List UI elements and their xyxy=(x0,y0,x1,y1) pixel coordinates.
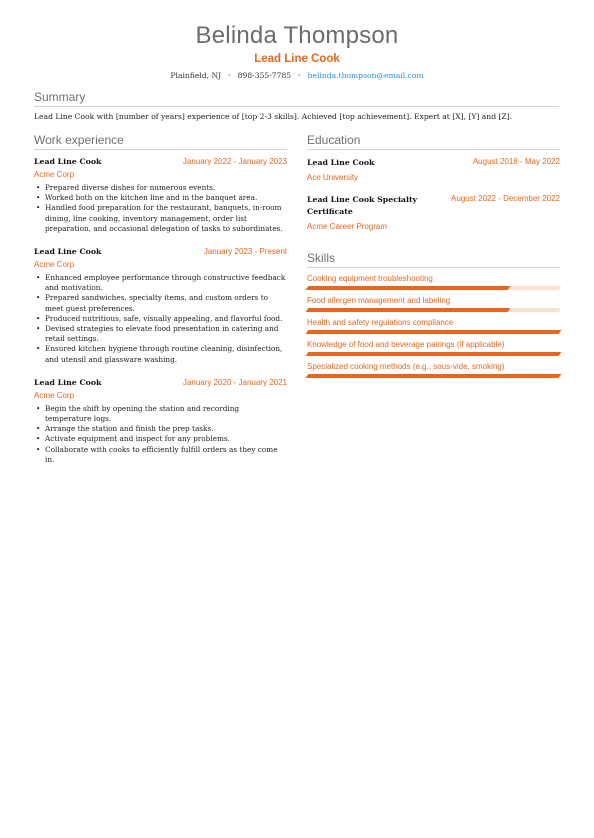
bullet-item: • Prepared sandwiches, specialty items, and custom orders to meet guest preferences. xyxy=(34,293,287,313)
skill-item xyxy=(307,362,560,378)
separator-dot: • xyxy=(227,71,232,80)
education-header-row xyxy=(307,194,560,218)
bullet-item: • Activate equipment and inspect for any problems. xyxy=(34,434,287,444)
education-entry xyxy=(307,194,560,231)
bullet-item: • Collaborate with cooks to efficiently fulfill orders as they come in. xyxy=(34,445,287,465)
resume-header xyxy=(0,22,594,80)
education-header-row xyxy=(307,157,560,169)
skill-name: Specialized cooking methods (e.g., sous-vide, smoking) xyxy=(307,362,505,371)
skills-section xyxy=(307,251,560,378)
job-title: Lead Line Cook xyxy=(34,157,102,166)
bullet-item: • Handled food preparation for the restaurant, banquets, in-room dining, line cooking, inventory management, order list preparation, and occasional delegation of tasks to subordinates. xyxy=(34,203,287,234)
job-dates: January 2022 - January 2023 xyxy=(182,157,287,166)
skill-bar-fill xyxy=(306,308,511,312)
school-name: Ace University xyxy=(307,173,359,182)
skill-name: Food allergen management and labeling xyxy=(307,296,451,305)
candidate-name: Belinda Thompson xyxy=(195,22,399,49)
skill-name: Health and safety regulations compliance xyxy=(307,318,454,327)
skill-name: Knowledge of food and beverage pairings (if applicable) xyxy=(307,340,505,349)
job-entry xyxy=(34,157,287,234)
phone: 898-355-7785 xyxy=(237,71,292,80)
job-entry xyxy=(34,247,287,365)
separator-dot: • xyxy=(297,71,302,80)
bullet-item: • Enhanced employee performance through constructive feedback and motivation. xyxy=(34,273,287,293)
right-column xyxy=(307,133,560,378)
skill-bar-fill xyxy=(306,352,562,356)
school-name: Acme Career Program xyxy=(307,222,388,231)
skill-level-bar xyxy=(307,330,560,334)
job-header-row xyxy=(34,247,287,256)
job-company: Acme Corp xyxy=(34,170,75,179)
skill-level-bar xyxy=(307,374,560,378)
skills-list xyxy=(307,274,560,378)
job-list xyxy=(34,157,287,465)
summary-section xyxy=(34,90,559,121)
skill-name: Cooking equipment troubleshooting xyxy=(307,274,433,283)
job-title: Lead Line Cook xyxy=(34,247,102,257)
skill-bar-fill xyxy=(306,330,562,334)
job-company: Acme Corp xyxy=(34,390,75,400)
job-header-row xyxy=(34,378,287,387)
skill-level-bar xyxy=(307,308,560,312)
job-title: Lead Line Cook xyxy=(34,377,102,387)
skill-bar-fill xyxy=(306,374,562,378)
skill-item xyxy=(307,340,560,356)
skill-bar-fill xyxy=(306,286,511,290)
bullet-item: • Begin the shift by opening the station and recording temperature logs. xyxy=(34,404,287,424)
bullet-item: • Ensured kitchen hygiene through routine cleaning, disinfection, and utensil and glassware washing. xyxy=(34,344,287,364)
job-dates: January 2020 - January 2021 xyxy=(182,377,287,387)
section-heading-summary: Summary xyxy=(34,90,559,107)
section-heading-skills: Skills xyxy=(307,251,560,268)
job-bullets xyxy=(34,273,287,365)
job-dates: January 2023 - Present xyxy=(203,247,287,257)
job-header-row xyxy=(34,157,287,166)
contact-line xyxy=(0,71,594,80)
skill-item xyxy=(307,296,560,312)
job-entry xyxy=(34,378,287,465)
skill-level-bar xyxy=(307,352,560,356)
bullet-item: • Devised strategies to elevate food presentation in catering and retail settings. xyxy=(34,324,287,344)
section-heading-education: Education xyxy=(307,133,560,150)
bullet-item: • Prepared diverse dishes for numerous events. xyxy=(34,183,287,193)
degree-title: Lead Line Cook xyxy=(307,158,375,167)
degree-title: Lead Line Cook Specialty Certificate xyxy=(307,195,418,216)
education-list xyxy=(307,157,560,231)
summary-text: Lead Line Cook with [number of years] experience of [top 2-3 skills]. Achieved [top achievement]. Expert at [X], [Y] and [Z]. xyxy=(34,112,513,121)
location: Plainfield, NJ xyxy=(170,71,222,80)
candidate-title: Lead Line Cook xyxy=(254,53,340,65)
education-dates: August 2018 - May 2022 xyxy=(472,157,560,166)
skill-level-bar xyxy=(307,286,560,290)
bullet-item: • Arrange the station and finish the prep tasks. xyxy=(34,424,287,434)
education-entry xyxy=(307,157,560,182)
job-bullets xyxy=(34,183,287,234)
work-experience-section xyxy=(34,133,287,465)
job-bullets xyxy=(34,404,287,465)
bullet-item: • Produced nutritious, safe, visually appealing, and flavorful food. xyxy=(34,314,287,324)
skill-item xyxy=(307,318,560,334)
bullet-item: • Worked both on the kitchen line and in the banquet area. xyxy=(34,193,287,203)
job-company: Acme Corp xyxy=(34,260,75,270)
education-dates: August 2022 - December 2022 xyxy=(451,194,560,203)
email-link[interactable]: belinda.thompson@email.com xyxy=(307,71,424,80)
section-heading-experience: Work experience xyxy=(34,133,287,150)
skill-item xyxy=(307,274,560,290)
